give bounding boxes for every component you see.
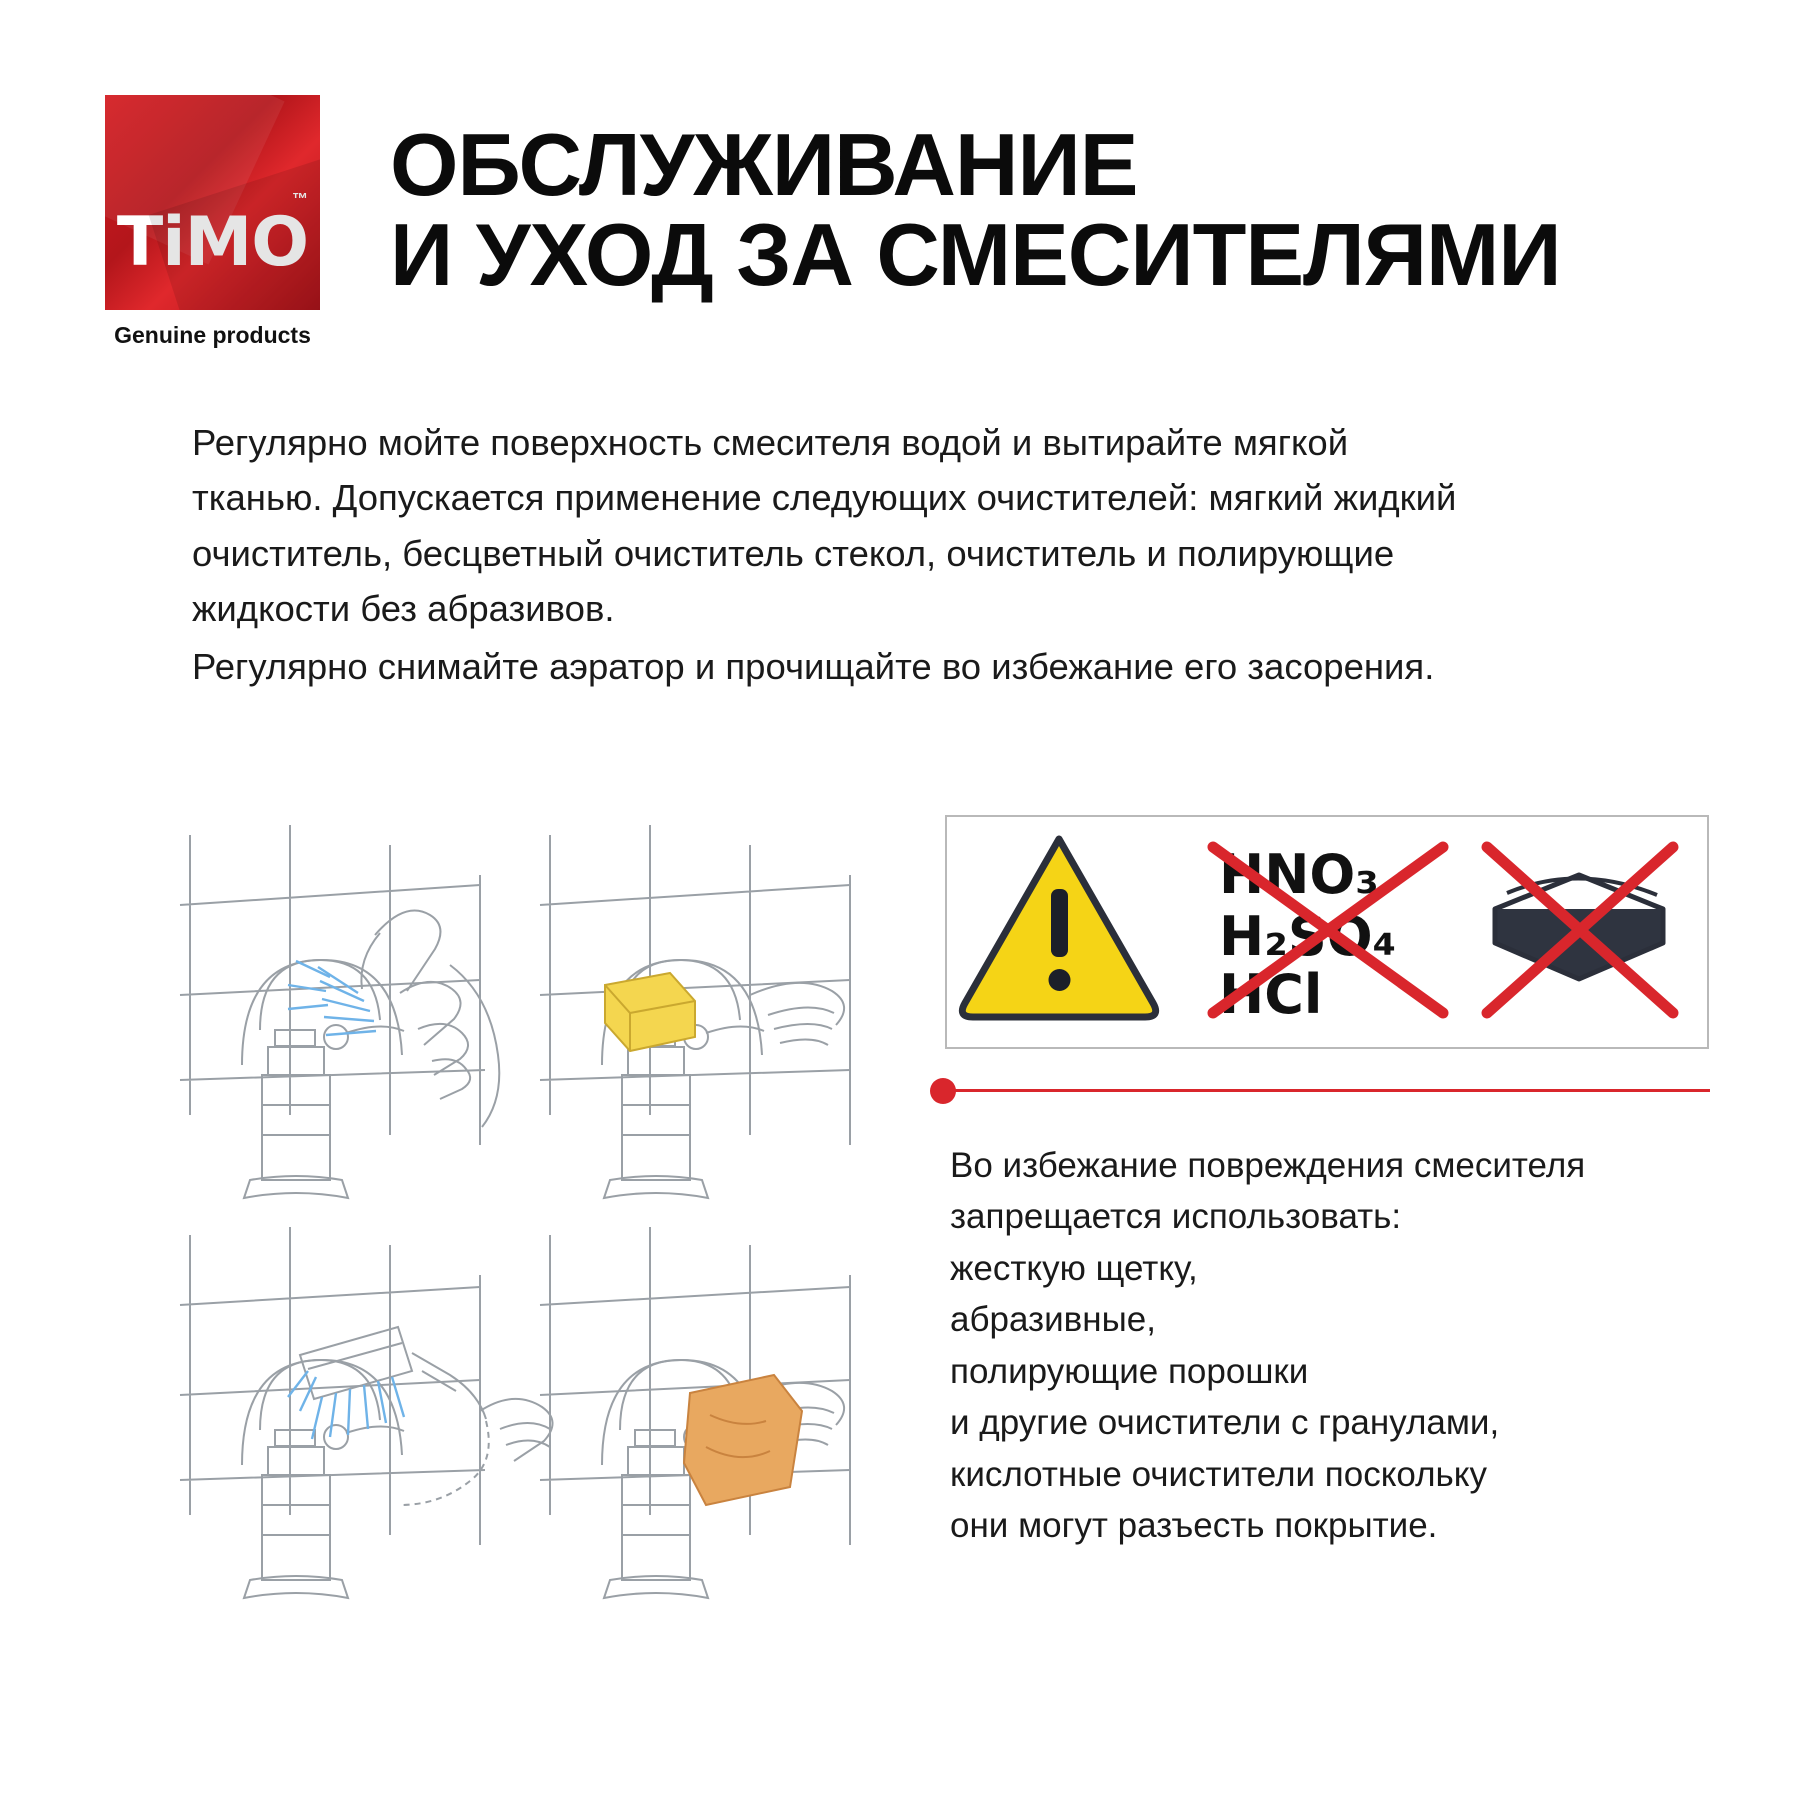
logo-wordmark: TiMO [116,203,309,282]
intro-text [192,415,1482,694]
page-title [390,115,1730,304]
prohibition-line-6: и другие очистители с гранулами, [950,1403,1500,1443]
prohibition-line-7: кислотные очистители поскольку [950,1454,1487,1494]
trademark-icon: ™ [292,191,308,208]
intro-paragraph-2: Регулярно снимайте аэратор и прочищайте во избежание его засорения. [192,645,1435,687]
logo-mark [105,95,320,310]
panel-rinse-water [180,825,499,1198]
brand-logo [105,95,325,349]
page-title-line-2: И УХОД ЗА СМЕСИТЕЛЯМИ [390,204,1561,304]
prohibition-line-5: полирующие порошки [950,1351,1309,1391]
orange-cloth-icon [684,1375,802,1505]
prohibition-line-8: они могут разъесть покрытие. [950,1506,1438,1546]
svg-text:HCl: HCl [1219,963,1323,1026]
intro-paragraph-1: Регулярно мойте поверхность смесителя водой и вытирайте мягкой тканью. Допускается применение следующих очистителей: мягкий жидкий очиститель, бесцветный очиститель стекол, очиститель и полирующие жидкости без абразивов. [192,422,1457,630]
divider-line [952,1089,1710,1092]
warning-triangle-icon [962,839,1155,1017]
header [105,95,1725,348]
prohibition-text [950,1140,1730,1552]
prohibition-line-2: запрещается использовать: [950,1197,1402,1237]
page-title-line-1: ОБСЛУЖИВАНИЕ [390,115,1138,214]
brand-tagline: Genuine products [114,322,311,348]
prohibition-line-1: Во избежание повреждения смесителя [950,1146,1586,1185]
svg-text:HNO₃: HNO₃ [1219,843,1379,906]
prohibition-line-4: абразивные, [950,1300,1156,1340]
illustration-grid [150,815,930,1605]
yellow-sponge-icon [605,973,695,1051]
prohibition-box [945,815,1709,1049]
section-divider [930,1075,1710,1105]
svg-text:H₂SO₄: H₂SO₄ [1219,905,1397,968]
prohibition-line-3: жесткую щетку, [950,1248,1198,1288]
